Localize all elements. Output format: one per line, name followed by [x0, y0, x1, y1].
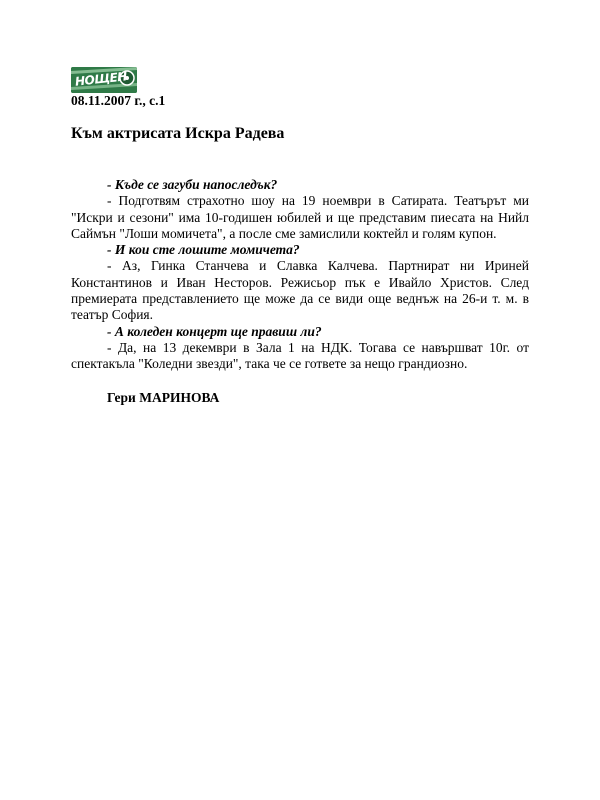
interview-answer: - Да, на 13 декември в Зала 1 на НДК. Тогава се навършват 10г. от спектакъла "Коледни звезди", така че се гответе за нещо грандиозно.: [71, 339, 529, 372]
interview-question: - И кои сте лошите момичета?: [107, 242, 300, 258]
author-signature: Гери МАРИНОВА: [107, 390, 220, 405]
logo-text: НОЩЕН: [74, 69, 128, 89]
interview-question: - А коледен концерт ще правиш ли?: [107, 323, 322, 339]
newspaper-logo: [71, 67, 137, 93]
article-body: [71, 177, 529, 373]
dateline: 08.11.2007 г., с.1: [71, 93, 166, 108]
interview-question: - Къде се загуби напоследък?: [107, 177, 278, 192]
interview-answer: - Аз, Гинка Станчева и Славка Калчева. Партнират ни Ириней Константинов и Иван Несторов. Режисьор пък е Ивайло Христов. След премиерата представлението ще може да се види още веднъж на 26-и т. м. в театър София.: [71, 258, 529, 323]
interview-answer: - Подготвям страхотно шоу на 19 ноември в Сатирата. Театърът ми "Искри и сезони" има 10-годишен юбилей и ще представим пиесата на Нийл Саймън "Лоши момичета", а после сме замислили коктейл и голям купон.: [71, 193, 529, 241]
article-headline: Към актрисата Искра Радева: [71, 125, 285, 142]
